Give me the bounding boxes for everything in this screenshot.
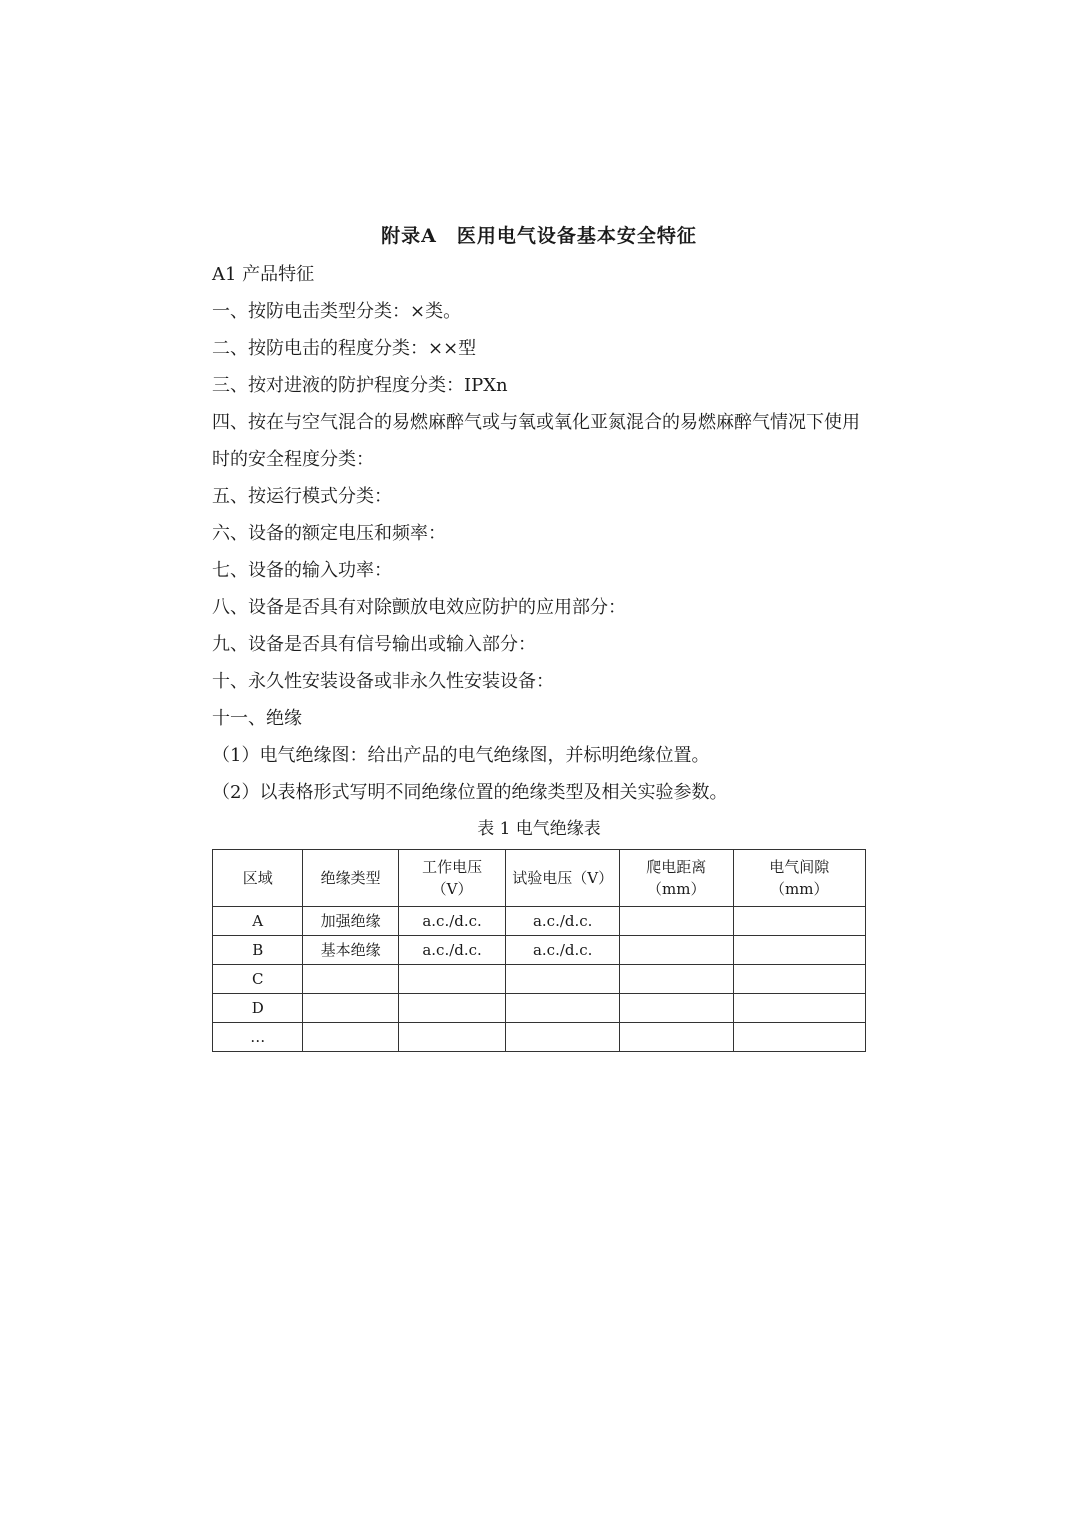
insulation-table bbox=[212, 849, 866, 1052]
table-cell bbox=[733, 1023, 865, 1052]
table-cell: C bbox=[213, 965, 303, 994]
table-row bbox=[213, 1023, 866, 1052]
table-row bbox=[213, 936, 866, 965]
table-cell bbox=[619, 1023, 733, 1052]
header-line: 试验电压（V） bbox=[512, 869, 614, 887]
sub-item: （1）电气绝缘图：给出产品的电气绝缘图，并标明绝缘位置。 bbox=[212, 745, 710, 766]
table-cell bbox=[398, 1023, 506, 1052]
header-line: 爬电距离 bbox=[646, 858, 707, 876]
list-item: 七、设备的输入功率： bbox=[212, 560, 392, 581]
table-cell bbox=[619, 994, 733, 1023]
list-item: 五、按运行模式分类： bbox=[212, 486, 392, 507]
table-cell bbox=[398, 994, 506, 1023]
document-page bbox=[212, 218, 866, 1052]
table-header-row bbox=[213, 850, 866, 907]
list-item: 八、设备是否具有对除颤放电效应防护的应用部分： bbox=[212, 597, 626, 618]
list-item: 一、按防电击类型分类：×类。 bbox=[212, 301, 462, 322]
table-cell bbox=[733, 965, 865, 994]
table-cell bbox=[303, 1023, 398, 1052]
list-item: 三、按对进液的防护程度分类：IPXn bbox=[212, 375, 508, 396]
header-cell bbox=[619, 850, 733, 907]
table-caption: 表 1 电气绝缘表 bbox=[477, 819, 601, 839]
header-line: 电气间隙 bbox=[769, 858, 830, 876]
table-row bbox=[213, 994, 866, 1023]
header-cell bbox=[213, 850, 303, 907]
header-line: 区域 bbox=[242, 869, 273, 887]
table-cell bbox=[733, 936, 865, 965]
table-cell bbox=[733, 907, 865, 936]
table-cell: A bbox=[213, 907, 303, 936]
section-heading: A1 产品特征 bbox=[212, 264, 315, 285]
header-line: 工作电压 bbox=[422, 858, 483, 876]
table-cell: D bbox=[213, 994, 303, 1023]
sub-item: （2）以表格形式写明不同绝缘位置的绝缘类型及相关实验参数。 bbox=[212, 782, 728, 803]
header-cell bbox=[506, 850, 620, 907]
table-cell: 基本绝缘 bbox=[303, 936, 398, 965]
table-cell bbox=[303, 994, 398, 1023]
header-cell bbox=[303, 850, 398, 907]
header-cell bbox=[733, 850, 865, 907]
table-cell: a.c./d.c. bbox=[506, 936, 620, 965]
table-cell: … bbox=[213, 1023, 303, 1052]
table-cell bbox=[733, 994, 865, 1023]
header-line: 绝缘类型 bbox=[320, 869, 381, 887]
header-unit: （mm） bbox=[647, 880, 706, 898]
table-cell bbox=[619, 907, 733, 936]
header-cell bbox=[398, 850, 506, 907]
table-cell bbox=[506, 965, 620, 994]
table-cell bbox=[398, 965, 506, 994]
table-cell bbox=[303, 965, 398, 994]
table-row bbox=[213, 907, 866, 936]
table-cell: a.c./d.c. bbox=[398, 907, 506, 936]
table-cell bbox=[619, 965, 733, 994]
list-item: 二、按防电击的程度分类：××型 bbox=[212, 338, 477, 359]
list-item: 九、设备是否具有信号输出或输入部分： bbox=[212, 634, 536, 655]
header-unit: （V） bbox=[431, 880, 473, 898]
table-cell: B bbox=[213, 936, 303, 965]
appendix-title: 附录A 医用电气设备基本安全特征 bbox=[381, 225, 697, 247]
list-item: 六、设备的额定电压和频率： bbox=[212, 523, 446, 544]
header-unit: （mm） bbox=[770, 880, 829, 898]
list-item: 十、永久性安装设备或非永久性安装设备： bbox=[212, 671, 554, 692]
list-item: 四、按在与空气混合的易燃麻醉气或与氧或氧化亚氮混合的易燃麻醉气情况下使用时的安全程度分类： bbox=[212, 412, 860, 470]
table-cell: 加强绝缘 bbox=[303, 907, 398, 936]
list-item: 十一、绝缘 bbox=[212, 708, 302, 729]
table-row bbox=[213, 965, 866, 994]
table-cell: a.c./d.c. bbox=[506, 907, 620, 936]
table-cell: a.c./d.c. bbox=[398, 936, 506, 965]
table-cell bbox=[506, 1023, 620, 1052]
table-cell bbox=[619, 936, 733, 965]
table-cell bbox=[506, 994, 620, 1023]
